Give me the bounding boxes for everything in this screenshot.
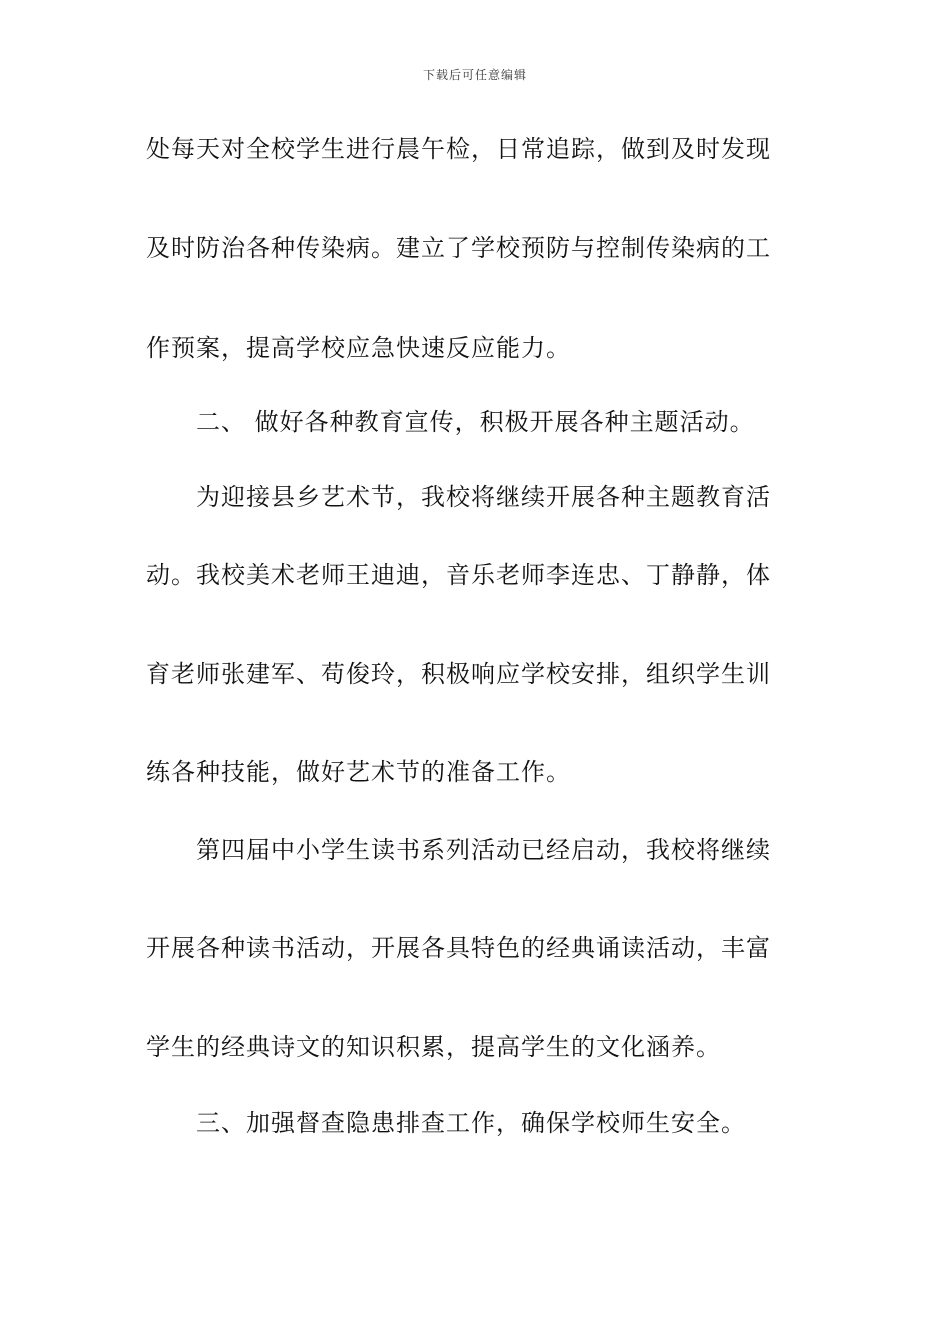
section-heading: 二、 做好各种教育宣传，积极开展各种主题活动。 [196,408,755,436]
paragraph-line: 学生的经典诗文的知识积累，提高学生的文化涵养。 [146,1033,721,1061]
paragraph-line: 为迎接县乡艺术节，我校将继续开展各种主题教育活 [196,483,771,511]
paragraph-line: 开展各种读书活动，开展各具特色的经典诵读活动，丰富 [146,934,771,962]
header-note: 下载后可任意编辑 [422,68,527,82]
paragraph-line: 育老师张建军、苟俊玲，积极响应学校安排，组织学生训 [146,660,771,688]
paragraph-line: 第四届中小学生读书系列活动已经启动，我校将继续 [196,836,771,864]
paragraph-line: 作预案，提高学校应急快速反应能力。 [146,334,571,362]
paragraph-line: 及时防治各种传染病。建立了学校预防与控制传染病的工 [146,234,771,262]
paragraph-line: 处每天对全校学生进行晨午检，日常追踪，做到及时发现 [146,135,771,163]
paragraph-line: 练各种技能，做好艺术节的准备工作。 [146,758,571,786]
paragraph-line: 动。我校美术老师王迪迪，音乐老师李连忠、丁静静，体 [146,561,771,589]
section-heading: 三、加强督查隐患排查工作，确保学校师生安全。 [196,1109,746,1137]
